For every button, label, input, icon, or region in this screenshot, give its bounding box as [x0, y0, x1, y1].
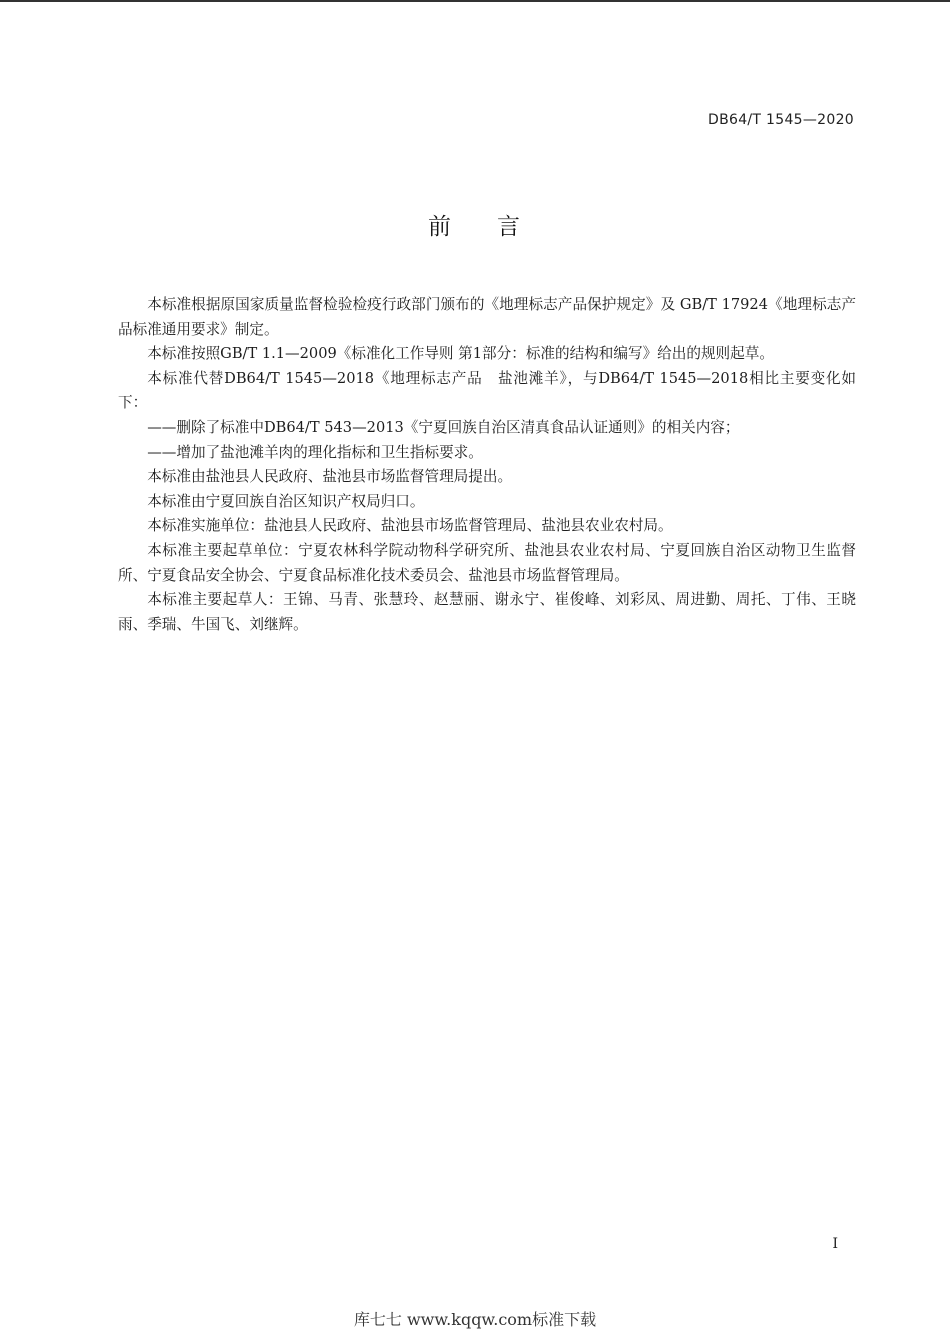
page-number: I [832, 1236, 838, 1252]
change-item-deleted: ——删除了标准中DB64/T 543—2013《宁夏回族自治区清真食品认证通则》的相关内容； [147, 418, 740, 436]
top-border-line [0, 0, 950, 2]
page-title-char-1: 前 [428, 214, 453, 240]
page-title [0, 208, 950, 241]
change-item-added: ——增加了盐池滩羊肉的理化指标和卫生指标要求。 [147, 443, 483, 461]
document-code: DB64/T 1545—2020 [708, 112, 854, 128]
paragraph-drafting-rules: 本标准按照GB/T 1.1—2009《标准化工作导则 第1部分：标准的结构和编写》给出的规则起草。 [147, 345, 774, 363]
page-title-char-2: 言 [497, 214, 522, 240]
paragraph-proposed-by: 本标准由盐池县人民政府、盐池县市场监督管理局提出。 [147, 468, 513, 486]
paragraph-drafters: 本标准主要起草人：王锦、马青、张慧玲、赵慧丽、谢永宁、崔俊峰、刘彩凤、周进勤、周托、丁伟、王晓雨、季瑞、牛国飞、刘继辉。 [118, 591, 856, 633]
paragraph-drafting-units: 本标准主要起草单位：宁夏农林科学院动物科学研究所、盐池县农业农村局、宁夏回族自治区动物卫生监督所、宁夏食品安全协会、宁夏食品标准化技术委员会、盐池县市场监督管理局。 [118, 541, 856, 584]
foreword-body [118, 293, 856, 637]
paragraph-replaces: 本标准代替DB64/T 1545—2018《地理标志产品 盐池滩羊》，与DB64/T 1545—2018相比主要变化如下： [118, 369, 856, 412]
paragraph-basis: 本标准根据原国家质量监督检验检疫行政部门颁布的《地理标志产品保护规定》及 GB/T 17924《地理标志产品标准通用要求》制定。 [118, 296, 856, 338]
paragraph-managed-by: 本标准由宁夏回族自治区知识产权局归口。 [147, 492, 425, 510]
paragraph-implementers: 本标准实施单位：盐池县人民政府、盐池县市场监督管理局、盐池县农业农村局。 [147, 517, 673, 535]
site-watermark: 库七七 www.kqqw.com标准下载 [353, 1310, 597, 1329]
